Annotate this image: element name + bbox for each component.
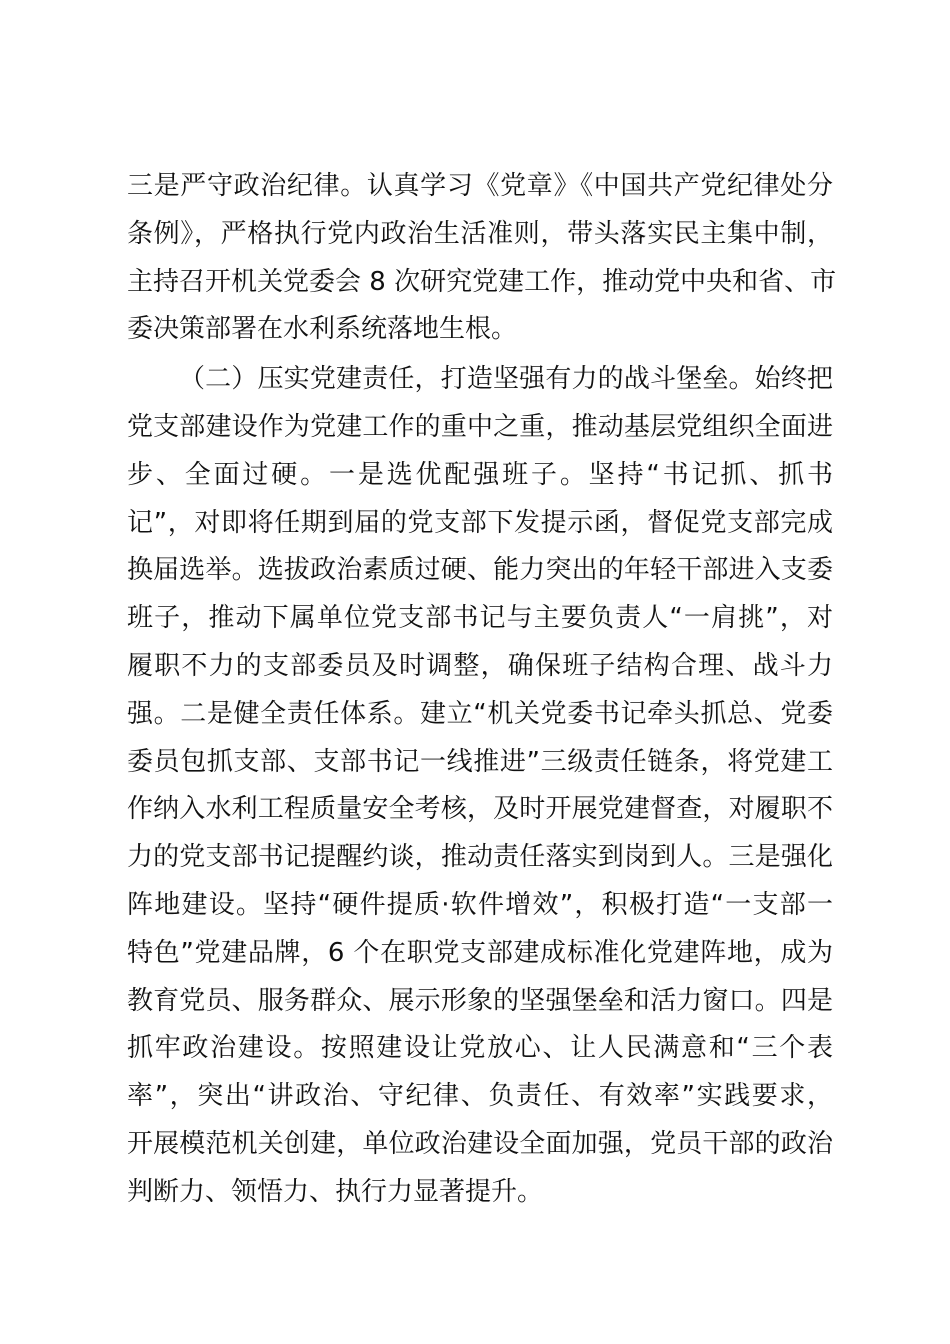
- document-body: [127, 163, 837, 1217]
- text-line: 力的党支部书记提醒约谈，推动责任落实到岗到人。三是强化: [127, 842, 833, 873]
- text-line: 履职不力的支部委员及时调整，确保班子结构合理、战斗力: [127, 650, 833, 681]
- paragraph-1: [127, 163, 837, 354]
- text-line: 特色”党建品牌，6 个在职党支部建成标准化党建阵地，成为: [127, 937, 833, 968]
- text-line: 教育党员、服务群众、展示形象的坚强堡垒和活力窗口。四是: [127, 985, 833, 1016]
- text-line: （二）压实党建责任，打造坚强有力的战斗堡垒。始终把: [179, 364, 833, 395]
- text-line: 抓牢政治建设。按照建设让党放心、让人民满意和“三个表: [127, 1033, 833, 1064]
- text-line: 率”，突出“讲政治、守纪律、负责任、有效率”实践要求，: [127, 1081, 833, 1112]
- text-line: 强。二是健全责任体系。建立“机关党委书记牵头抓总、党委: [127, 698, 833, 729]
- text-line: 条例》，严格执行党内政治生活准则，带头落实民主集中制，: [127, 218, 833, 249]
- text-line: 党支部建设作为党建工作的重中之重，推动基层党组织全面进: [127, 411, 833, 442]
- text-line: 作纳入水利工程质量安全考核，及时开展党建督查，对履职不: [127, 794, 833, 825]
- text-line: 开展模范机关创建，单位政治建设全面加强，党员干部的政治: [127, 1128, 833, 1159]
- text-line: 委决策部署在水利系统落地生根。: [127, 314, 518, 345]
- text-line: 记”，对即将任期到届的党支部下发提示函，督促党支部完成: [127, 507, 833, 538]
- text-line: 三是严守政治纪律。认真学习《党章》《中国共产党纪律处分: [127, 171, 833, 201]
- paragraph-2: [127, 356, 833, 1216]
- text-line: 换届选举。选拔政治素质过硬、能力突出的年轻干部进入支委: [127, 555, 833, 586]
- text-line: 阵地建设。坚持“硬件提质·软件增效”，积极打造“一支部一: [127, 889, 833, 920]
- text-line: 判断力、领悟力、执行力显著提升。: [127, 1176, 544, 1207]
- text-line: 委员包抓支部、支部书记一线推进”三级责任链条，将党建工: [127, 746, 833, 777]
- text-line: 步、全面过硬。一是选优配强班子。坚持“书记抓、抓书: [127, 459, 833, 490]
- text-line: 班子，推动下属单位党支部书记与主要负责人“一肩挑”，对: [127, 603, 833, 634]
- text-line: 主持召开机关党委会 8 次研究党建工作，推动党中央和省、市: [127, 266, 837, 297]
